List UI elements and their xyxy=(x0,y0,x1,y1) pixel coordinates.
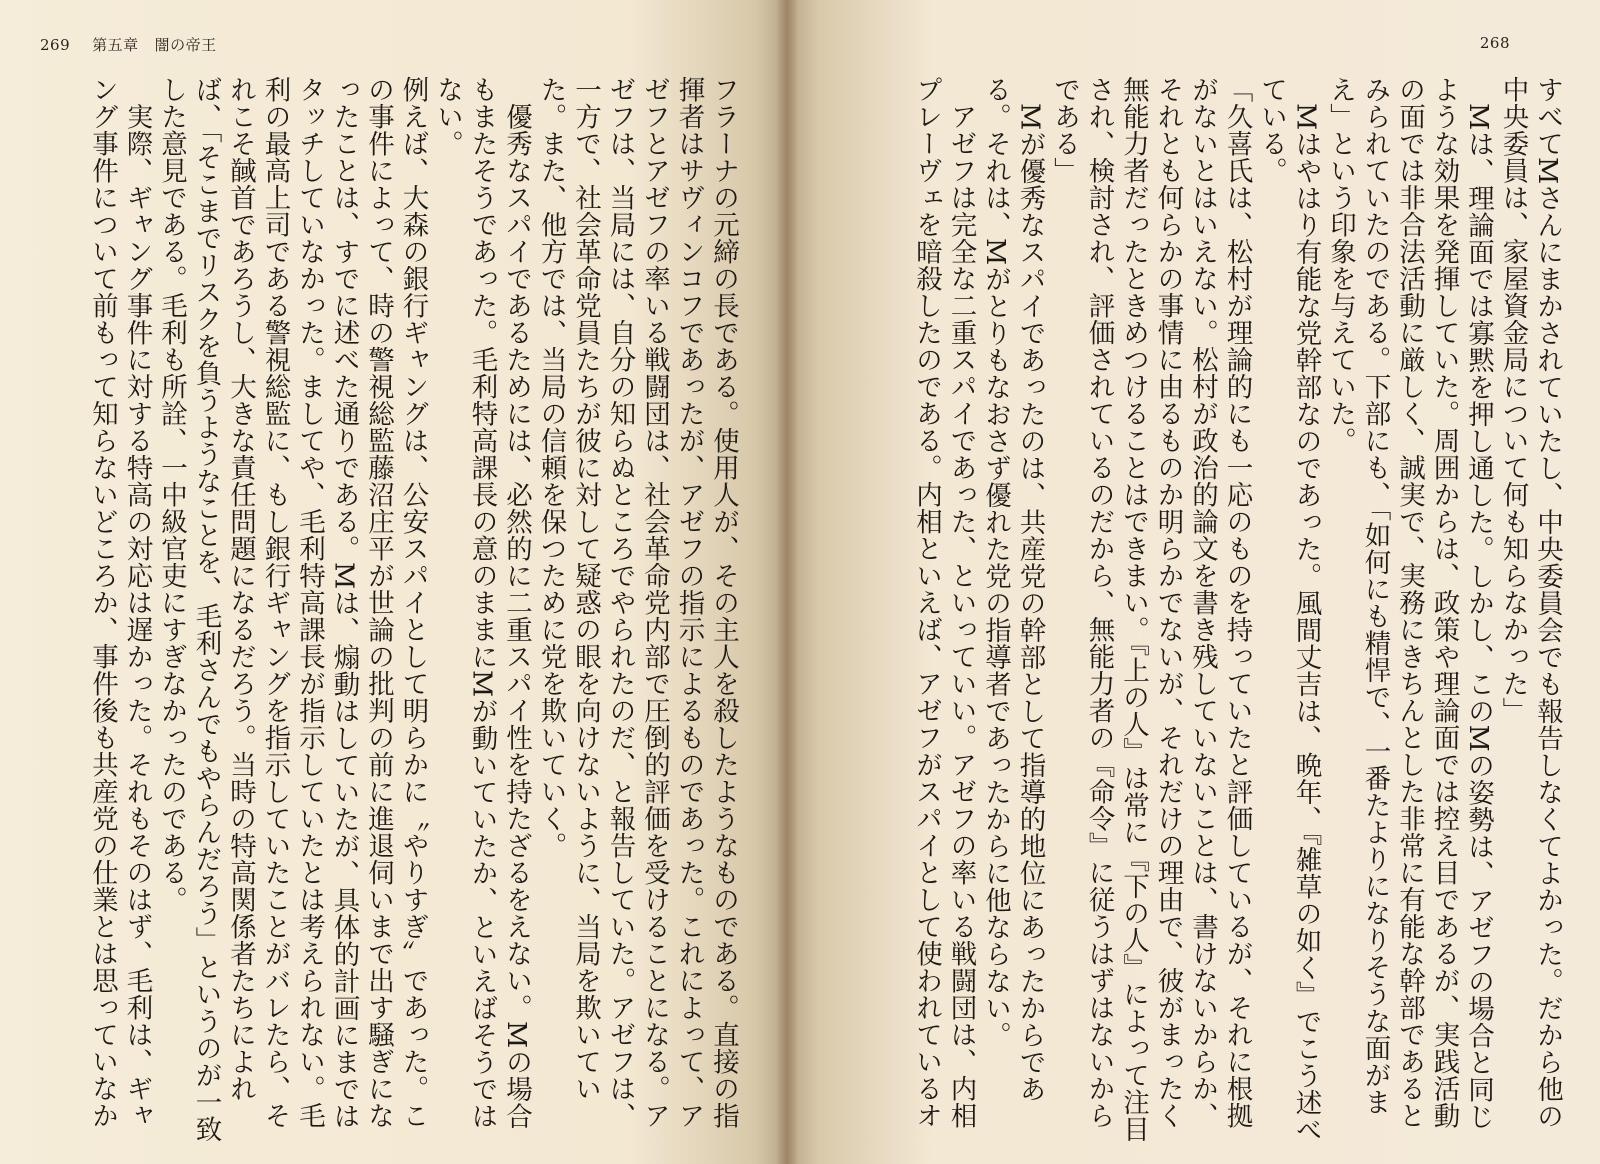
paragraph: フラーナの元締の長である。使用人が、その主人を殺したようなものである。直接の指揮者はサヴィンコフであったが、アゼフの指示によるものであった。これによって、アゼフとアゼフの率いる戦闘団は、社会革命党内部で圧倒的評価を受けることになる。アゼフは、当局には、自分の知らぬところでやられたのだ、と報告していた。アゼフは、一方で、社会革命党員たちが彼に対して疑惑の眼を向けないように、当局を欺いていた。また、他方では、当局の信頼を保つために党を欺いていく。 xyxy=(535,76,739,1129)
right-page-body xyxy=(834,76,1564,1146)
paragraph: Mは、理論面では寡黙を押し通した。しかし、このMの姿勢は、アゼフの場合と同じような効果を発揮していた。周囲からは、政策や理論面では控え目であるが、実践活動の面では非合法活動に厳しく、誠実で、実務にきちんとした非常に有能な幹部であるとみられていたのである。下部にも、「如何にも精悍で、一番たよりになりそうな面がまえ」という印象を与えていた。 xyxy=(1325,76,1494,1130)
chapter-label: 第五章 xyxy=(92,36,139,54)
chapter-title: 闇の帝王 xyxy=(154,36,217,54)
paragraph: アゼフは完全な二重スパイであった、といっていい。アゼフの率いる戦闘団は、内相プレーヴェを暗殺したのである。内相といえば、アゼフがスパイとして使われているオ xyxy=(911,76,977,1129)
paragraph: 実際、ギャング事件に対する特高の対応は遅かった。それもそのはず、毛利は、ギャング事件について前もって知らないどころか、事件後も共産党の仕業とは思っていなか xyxy=(87,76,153,1129)
book-gutter xyxy=(776,0,798,1164)
paragraph: 例えば、大森の銀行ギャングは、公安スパイとして明らかに〝やりすぎ〟であった。この事件によって、時の警視総監藤沼庄平が世論の批判の前に進退伺いまで出す騒ぎになったことは、すでに述べた通りである。Mは、煽動はしていたが、具体的計画にまではタッチしていなかった。ましてや、毛利特高課長が指示していたとは考えられない。毛利の最高上司である警視総監に、もし銀行ギャングを指示していたことがバレたら、それこそ馘首であろうし、大きな責任問題になるだろう。当時の特高関係者たちによれば、「そこまでリスクを負うようなことを、毛利さんでもやらんだろう」というのが一致した意見である。毛利も所詮、一中級官吏にすぎなかったのである。 xyxy=(156,76,429,1143)
quotation: 「久喜氏は、松村が理論的にも一応のものを持っていたと評価しているが、それに根拠がないとはいえない。松村が政治的論文を書き残していないことは、書けないからか、それとも何らかの事情に由るものか明らかでないが、それだけの理由で、彼がまったく無能力者だったときめつけることはできまい。『上の人』は常に『下の人』によって注目され、検討され、評価されているのだから、無能力者の『命令』に従うはずはないからである」 xyxy=(1049,76,1253,1143)
right-page-header xyxy=(1480,34,1510,52)
left-page-header xyxy=(40,34,217,55)
paragraph: 優秀なスパイであるためには、必然的に二重スパイ性を持たざるをえない。Mの場合もまたそうであった。毛利特高課長の意のままにMが動いていたか、といえばそうではない。 xyxy=(432,76,532,1130)
paragraph: すべてMさんにまかされていたし、中央委員会でも報告しなくてよかった。だから他の中央委員は、家屋資金局について何も知らなかった」 xyxy=(1497,76,1563,1130)
paragraph: Mはやはり有能な党幹部なのであった。風間丈吉は、晩年、『雑草の如く』でこう述べている。 xyxy=(1256,76,1322,1143)
left-page xyxy=(0,0,786,1164)
right-page xyxy=(786,0,1600,1164)
paragraph: Mが優秀なスパイであったのは、共産党の幹部として指導的地位にあったからである。それは、Mがとりもなおさず優れた党の指導者であったからに他ならない。 xyxy=(980,76,1046,1103)
right-page-number: 268 xyxy=(1479,34,1510,52)
left-page-number: 269 xyxy=(40,36,71,54)
left-page-body xyxy=(40,76,740,1146)
